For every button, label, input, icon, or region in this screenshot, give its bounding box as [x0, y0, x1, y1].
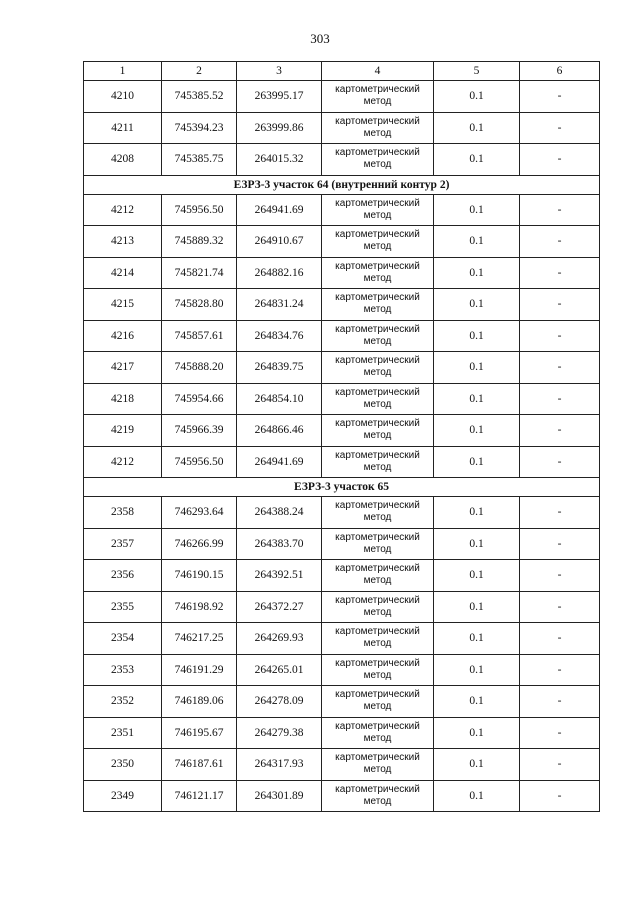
table-row [84, 686, 600, 718]
method-cell [322, 591, 434, 623]
x-coordinate-cell: 745385.75 [162, 144, 237, 176]
point-number-cell: 4210 [84, 81, 162, 113]
x-coordinate-cell: 746121.17 [162, 780, 237, 812]
y-coordinate-cell: 264279.38 [237, 717, 322, 749]
method-cell [322, 749, 434, 781]
method-line-1: картометрический [335, 720, 420, 732]
x-coordinate-cell: 745888.20 [162, 352, 237, 384]
note-cell: - [520, 623, 600, 655]
table-row [84, 528, 600, 560]
accuracy-cell: 0.1 [434, 81, 520, 113]
method-line-1: картометрический [335, 563, 420, 575]
point-number-cell: 4212 [84, 194, 162, 226]
point-number-cell: 2350 [84, 749, 162, 781]
point-number-cell: 2351 [84, 717, 162, 749]
table-row [84, 497, 600, 529]
y-coordinate-cell: 264831.24 [237, 289, 322, 321]
section-title: ЕЗРЗ-3 участок 64 (внутренний контур 2) [84, 175, 600, 194]
point-number-cell: 2352 [84, 686, 162, 718]
point-number-cell: 2354 [84, 623, 162, 655]
table-row [84, 591, 600, 623]
y-coordinate-cell: 264854.10 [237, 383, 322, 415]
table-header-row [84, 62, 600, 81]
method-cell [322, 446, 434, 478]
note-cell: - [520, 352, 600, 384]
method-line-2: метод [363, 764, 392, 776]
method-cell [322, 352, 434, 384]
accuracy-cell: 0.1 [434, 780, 520, 812]
x-coordinate-cell: 745385.52 [162, 81, 237, 113]
method-cell [322, 112, 434, 144]
table-row [84, 717, 600, 749]
note-cell: - [520, 257, 600, 289]
method-cell [322, 686, 434, 718]
method-line-1: картометрический [335, 355, 420, 367]
y-coordinate-cell: 264941.69 [237, 194, 322, 226]
method-cell [322, 226, 434, 258]
accuracy-cell: 0.1 [434, 497, 520, 529]
method-cell [322, 623, 434, 655]
y-coordinate-cell: 264941.69 [237, 446, 322, 478]
note-cell: - [520, 383, 600, 415]
table-row [84, 560, 600, 592]
method-line-1: картометрический [335, 323, 420, 335]
y-coordinate-cell: 264372.27 [237, 591, 322, 623]
table-row [84, 352, 600, 384]
y-coordinate-cell: 264866.46 [237, 415, 322, 447]
y-coordinate-cell: 264834.76 [237, 320, 322, 352]
table-row [84, 383, 600, 415]
y-coordinate-cell: 264910.67 [237, 226, 322, 258]
point-number-cell: 4214 [84, 257, 162, 289]
method-cell [322, 81, 434, 113]
method-cell [322, 497, 434, 529]
method-line-2: метод [363, 335, 392, 347]
table-row [84, 320, 600, 352]
page-number: 303 [310, 31, 330, 46]
table-row [84, 623, 600, 655]
method-cell [322, 383, 434, 415]
method-cell [322, 717, 434, 749]
note-cell: - [520, 528, 600, 560]
method-line-2: метод [363, 209, 392, 221]
point-number-cell: 2356 [84, 560, 162, 592]
y-coordinate-cell: 264383.70 [237, 528, 322, 560]
point-number-cell: 4212 [84, 446, 162, 478]
accuracy-cell: 0.1 [434, 446, 520, 478]
y-coordinate-cell: 264882.16 [237, 257, 322, 289]
x-coordinate-cell: 745966.39 [162, 415, 237, 447]
column-header: 2 [162, 62, 237, 81]
x-coordinate-cell: 746195.67 [162, 717, 237, 749]
table-row [84, 257, 600, 289]
method-line-2: метод [363, 795, 392, 807]
method-line-2: метод [363, 159, 392, 171]
accuracy-cell: 0.1 [434, 749, 520, 781]
method-line-1: картометрический [335, 115, 420, 127]
y-coordinate-cell: 264301.89 [237, 780, 322, 812]
accuracy-cell: 0.1 [434, 194, 520, 226]
method-cell [322, 320, 434, 352]
accuracy-cell: 0.1 [434, 560, 520, 592]
table-body [84, 81, 600, 812]
accuracy-cell: 0.1 [434, 383, 520, 415]
table-row [84, 194, 600, 226]
accuracy-cell: 0.1 [434, 257, 520, 289]
method-line-2: метод [363, 543, 392, 555]
y-coordinate-cell: 264269.93 [237, 623, 322, 655]
method-cell [322, 144, 434, 176]
accuracy-cell: 0.1 [434, 226, 520, 258]
point-number-cell: 4216 [84, 320, 162, 352]
method-line-1: картометрический [335, 500, 420, 512]
table-row [84, 446, 600, 478]
method-line-2: метод [363, 241, 392, 253]
accuracy-cell: 0.1 [434, 352, 520, 384]
table-row [84, 226, 600, 258]
accuracy-cell: 0.1 [434, 686, 520, 718]
accuracy-cell: 0.1 [434, 320, 520, 352]
y-coordinate-cell: 263995.17 [237, 81, 322, 113]
method-line-1: картометрический [335, 531, 420, 543]
point-number-cell: 4215 [84, 289, 162, 321]
x-coordinate-cell: 746187.61 [162, 749, 237, 781]
y-coordinate-cell: 264278.09 [237, 686, 322, 718]
point-number-cell: 4217 [84, 352, 162, 384]
y-coordinate-cell: 264265.01 [237, 654, 322, 686]
column-header: 1 [84, 62, 162, 81]
table-row [84, 654, 600, 686]
method-cell [322, 654, 434, 686]
point-number-cell: 4213 [84, 226, 162, 258]
method-line-1: картометрический [335, 418, 420, 430]
section-title-row [84, 478, 600, 497]
y-coordinate-cell: 263999.86 [237, 112, 322, 144]
column-header: 4 [322, 62, 434, 81]
method-line-2: метод [363, 127, 392, 139]
x-coordinate-cell: 745857.61 [162, 320, 237, 352]
x-coordinate-cell: 745828.80 [162, 289, 237, 321]
point-number-cell: 2358 [84, 497, 162, 529]
x-coordinate-cell: 745956.50 [162, 194, 237, 226]
note-cell: - [520, 144, 600, 176]
note-cell: - [520, 112, 600, 144]
y-coordinate-cell: 264388.24 [237, 497, 322, 529]
method-line-2: метод [363, 638, 392, 650]
method-line-1: картометрический [335, 752, 420, 764]
method-line-1: картометрический [335, 229, 420, 241]
point-number-cell: 4211 [84, 112, 162, 144]
method-line-1: картометрический [335, 689, 420, 701]
method-line-1: картометрический [335, 292, 420, 304]
method-line-1: картометрический [335, 260, 420, 272]
table-row [84, 749, 600, 781]
accuracy-cell: 0.1 [434, 654, 520, 686]
note-cell: - [520, 591, 600, 623]
column-header: 6 [520, 62, 600, 81]
x-coordinate-cell: 746266.99 [162, 528, 237, 560]
method-line-2: метод [363, 430, 392, 442]
x-coordinate-cell: 746198.92 [162, 591, 237, 623]
method-cell [322, 415, 434, 447]
method-cell [322, 780, 434, 812]
note-cell: - [520, 717, 600, 749]
method-line-1: картометрический [335, 197, 420, 209]
x-coordinate-cell: 745954.66 [162, 383, 237, 415]
accuracy-cell: 0.1 [434, 717, 520, 749]
point-number-cell: 2349 [84, 780, 162, 812]
method-line-2: метод [363, 398, 392, 410]
y-coordinate-cell: 264839.75 [237, 352, 322, 384]
accuracy-cell: 0.1 [434, 144, 520, 176]
method-cell [322, 289, 434, 321]
method-line-2: метод [363, 732, 392, 744]
method-line-1: картометрический [335, 147, 420, 159]
note-cell: - [520, 497, 600, 529]
method-line-2: метод [363, 272, 392, 284]
y-coordinate-cell: 264317.93 [237, 749, 322, 781]
section-title: ЕЗРЗ-3 участок 65 [84, 478, 600, 497]
note-cell: - [520, 226, 600, 258]
table-row [84, 289, 600, 321]
coordinates-table [83, 61, 600, 812]
note-cell: - [520, 560, 600, 592]
method-line-1: картометрический [335, 84, 420, 96]
method-line-1: картометрический [335, 657, 420, 669]
x-coordinate-cell: 746189.06 [162, 686, 237, 718]
note-cell: - [520, 289, 600, 321]
method-line-2: метод [363, 606, 392, 618]
accuracy-cell: 0.1 [434, 591, 520, 623]
accuracy-cell: 0.1 [434, 528, 520, 560]
point-number-cell: 4218 [84, 383, 162, 415]
column-header: 3 [237, 62, 322, 81]
method-cell [322, 257, 434, 289]
point-number-cell: 4219 [84, 415, 162, 447]
section-title-row [84, 175, 600, 194]
note-cell: - [520, 320, 600, 352]
note-cell: - [520, 654, 600, 686]
method-line-1: картометрический [335, 626, 420, 638]
note-cell: - [520, 415, 600, 447]
method-line-2: метод [363, 461, 392, 473]
method-line-2: метод [363, 701, 392, 713]
method-cell [322, 560, 434, 592]
table-row [84, 81, 600, 113]
y-coordinate-cell: 264015.32 [237, 144, 322, 176]
note-cell: - [520, 194, 600, 226]
accuracy-cell: 0.1 [434, 112, 520, 144]
method-line-2: метод [363, 367, 392, 379]
method-line-2: метод [363, 512, 392, 524]
method-line-1: картометрический [335, 783, 420, 795]
x-coordinate-cell: 745956.50 [162, 446, 237, 478]
method-cell [322, 194, 434, 226]
note-cell: - [520, 446, 600, 478]
accuracy-cell: 0.1 [434, 623, 520, 655]
x-coordinate-cell: 745889.32 [162, 226, 237, 258]
x-coordinate-cell: 745394.23 [162, 112, 237, 144]
method-line-2: метод [363, 669, 392, 681]
x-coordinate-cell: 746190.15 [162, 560, 237, 592]
method-cell [322, 528, 434, 560]
method-line-1: картометрический [335, 449, 420, 461]
x-coordinate-cell: 746191.29 [162, 654, 237, 686]
table-row [84, 415, 600, 447]
method-line-2: метод [363, 575, 392, 587]
note-cell: - [520, 749, 600, 781]
column-header: 5 [434, 62, 520, 81]
note-cell: - [520, 81, 600, 113]
accuracy-cell: 0.1 [434, 415, 520, 447]
x-coordinate-cell: 746217.25 [162, 623, 237, 655]
method-line-2: метод [363, 304, 392, 316]
note-cell: - [520, 686, 600, 718]
point-number-cell: 2357 [84, 528, 162, 560]
x-coordinate-cell: 745821.74 [162, 257, 237, 289]
y-coordinate-cell: 264392.51 [237, 560, 322, 592]
table-row [84, 112, 600, 144]
point-number-cell: 2353 [84, 654, 162, 686]
point-number-cell: 4208 [84, 144, 162, 176]
method-line-1: картометрический [335, 594, 420, 606]
method-line-2: метод [363, 96, 392, 108]
method-line-1: картометрический [335, 386, 420, 398]
table-row [84, 144, 600, 176]
table-row [84, 780, 600, 812]
note-cell: - [520, 780, 600, 812]
accuracy-cell: 0.1 [434, 289, 520, 321]
x-coordinate-cell: 746293.64 [162, 497, 237, 529]
point-number-cell: 2355 [84, 591, 162, 623]
